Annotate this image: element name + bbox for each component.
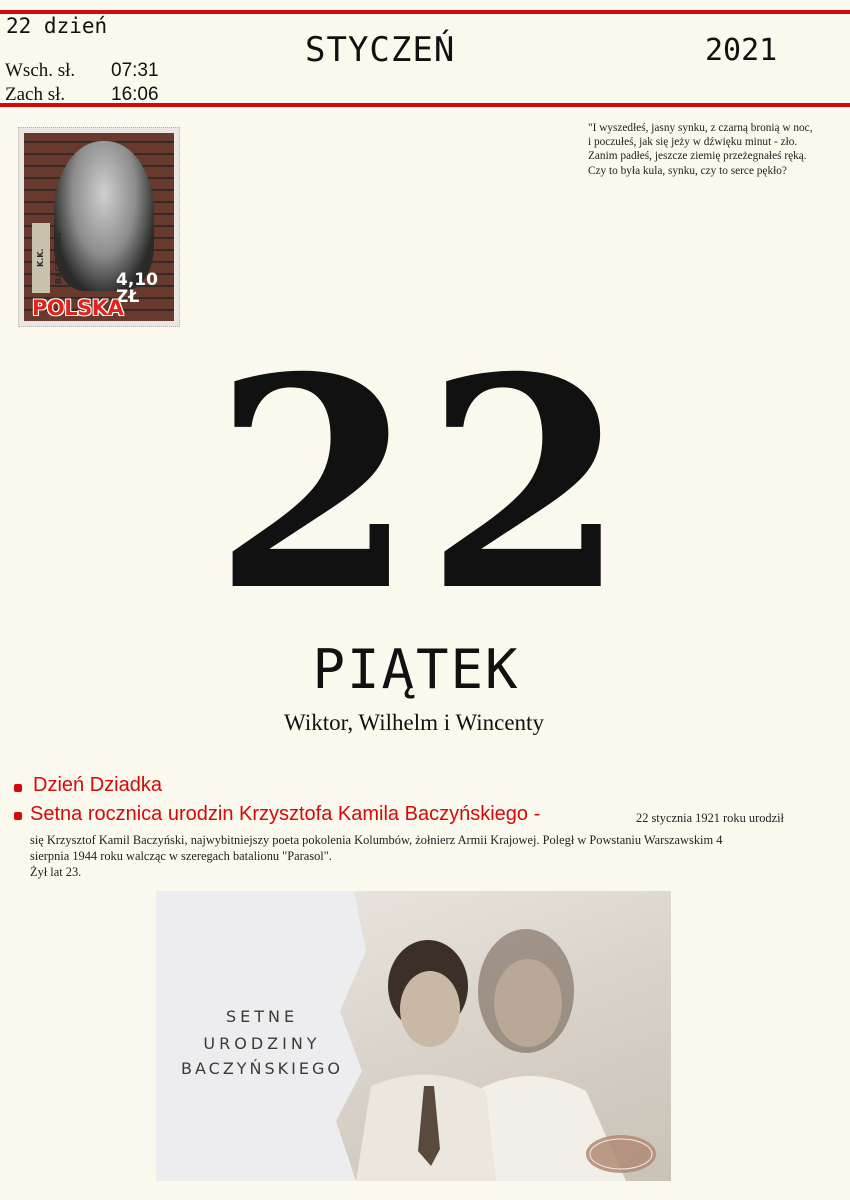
event-description: Żył lat 23.: [30, 865, 82, 879]
day-number: 22: [213, 315, 637, 655]
stamp-portrait: [54, 141, 154, 291]
quote-line: "I wyszedłeś, jasny synku, z czarną bronią w noc,: [588, 122, 813, 134]
stamp-value: 4,10 ZŁ: [116, 270, 158, 307]
photo-caption-line: URODZINY: [203, 1034, 321, 1053]
sunset-time: 16:06: [111, 84, 159, 105]
event-description: sierpnia 1944 roku walcząc w szeregach batalionu "Parasol".: [30, 849, 332, 863]
postage-stamp: [18, 127, 180, 327]
stamp-image: [24, 133, 174, 321]
poem-quote: [588, 121, 846, 178]
sunrise-time: 07:31: [111, 60, 159, 81]
year: 2021: [705, 33, 778, 68]
quote-line: Czy to była kula, synku, czy to serce pękło?: [588, 164, 787, 177]
event-title: Setna rocznica urodzin Krzysztofa Kamila Baczyńskiego -: [30, 803, 541, 825]
day-of-year: 22 dzień: [6, 14, 108, 38]
name-days: Wiktor, Wilhelm i Wincenty: [284, 710, 544, 735]
header-top-rule: [0, 10, 850, 14]
quote-line: Zanim padłeś, jeszcze ziemię przeżegnałeś ręką.: [588, 150, 807, 163]
weekday: PIĄTEK: [312, 638, 520, 701]
event-title: Dzień Dziadka: [33, 774, 162, 796]
stamp-name-label: K.K. BACZYŃSKI: [32, 223, 50, 293]
sunrise-label: Wsch. sł.: [5, 60, 76, 81]
bullet-icon: [14, 812, 22, 820]
bullet-icon: [14, 784, 22, 792]
photo-caption-line: SETNE: [225, 1007, 299, 1026]
event-description: się Krzysztof Kamil Baczyński, najwybitniejszy poeta pokolenia Kolumbów, żołnierz Armii Krajowej. Poległ w Powstaniu Warszawskim 4: [30, 833, 723, 847]
event-description: 22 stycznia 1921 roku urodził: [636, 811, 784, 825]
quote-line: i poczułeś, jak się jeży w dźwięku minut - zło.: [588, 136, 798, 149]
photo-caption-line: BACZYŃSKIEGO: [181, 1059, 343, 1078]
sunset-label: Zach sł.: [5, 84, 66, 105]
anniversary-photo: [156, 891, 671, 1181]
month-title: STYCZEŃ: [305, 30, 456, 70]
stamp-country: POLSKA: [32, 296, 124, 320]
